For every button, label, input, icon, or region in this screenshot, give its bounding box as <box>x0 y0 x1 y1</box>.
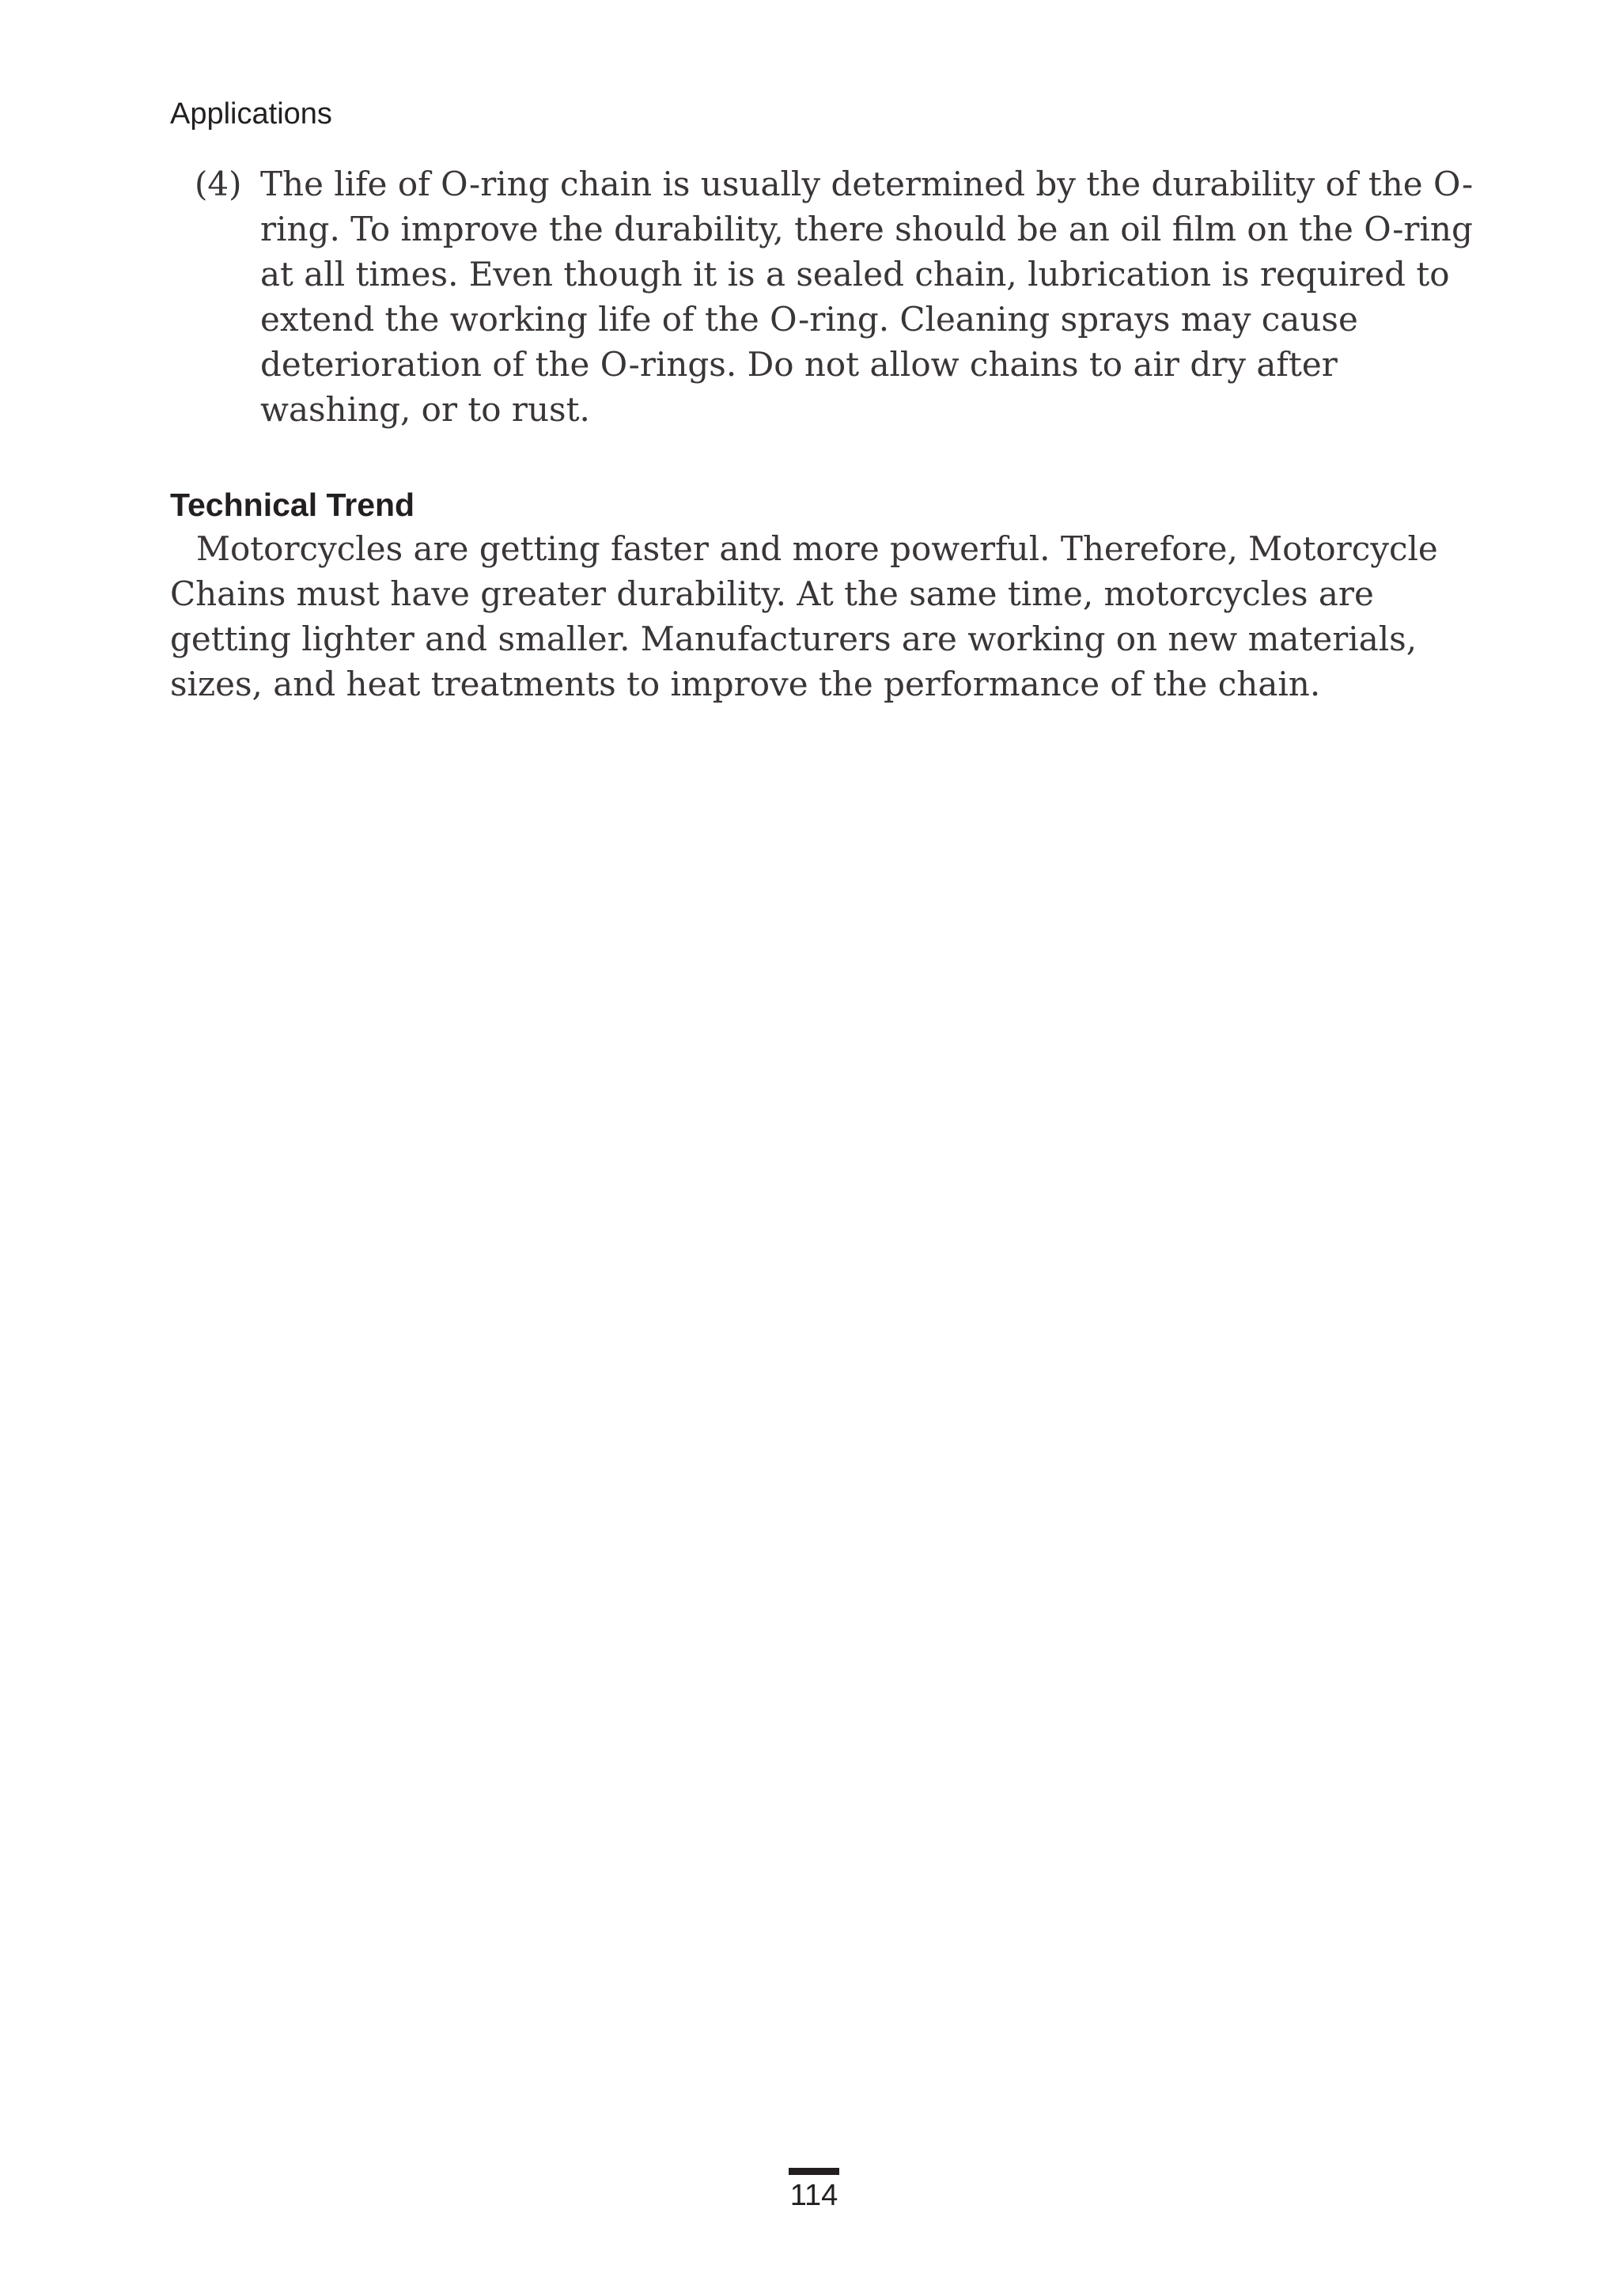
section-paragraph: Motorcycles are getting faster and more powerful. Therefore, Motorcycle Chains must have greater durability. At the same time, motorcycles are getting lighter and smaller. Manufacturers are working on new materials, sizes, and heat treatments to improve the performance of the chain. <box>170 529 1438 703</box>
list-item <box>195 161 1476 432</box>
section-heading: Technical Trend <box>170 487 415 523</box>
running-header: Applications <box>170 97 332 131</box>
list-item-number: (4) <box>195 165 242 203</box>
list-item-text: The life of O-ring chain is usually determined by the durability of the O-ring. To improve the durability, there should be an oil film on the O-ring at all times. Even though it is a sealed chain, lubrication is required to extend the working life of the O-ring. Cleaning sprays may cause deterioration of the O-rings. Do not allow chains to air dry after washing, or to rust. <box>260 165 1474 429</box>
page-number-bar <box>789 2168 839 2175</box>
page-number: 114 <box>789 2179 838 2212</box>
